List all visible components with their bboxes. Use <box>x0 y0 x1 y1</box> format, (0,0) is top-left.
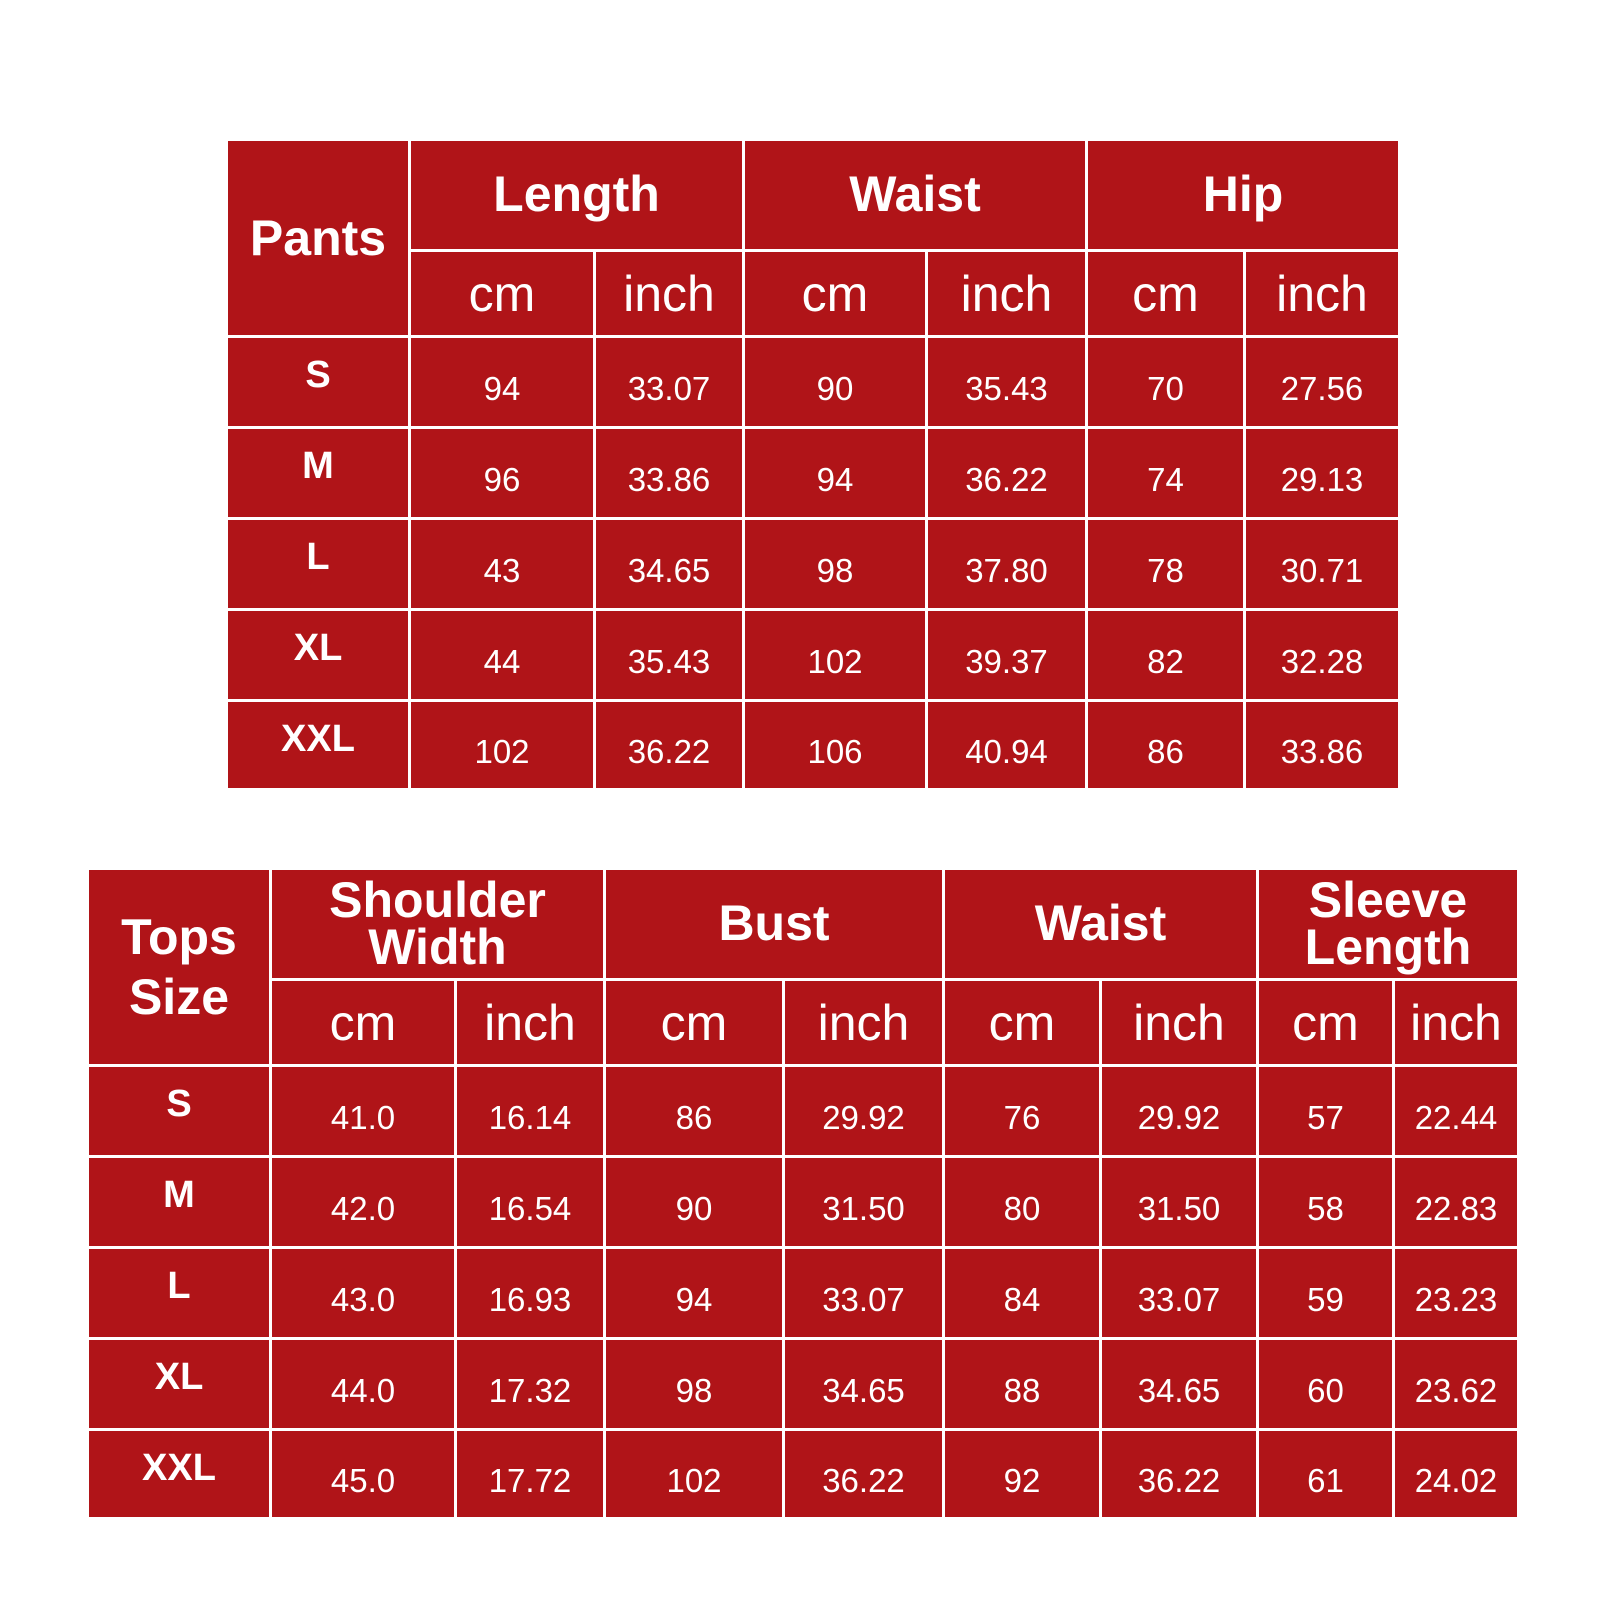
tops-unit-header: cm <box>945 981 1099 1064</box>
pants-size-table <box>228 141 1397 795</box>
tops-value-cell: 43.0 <box>272 1249 454 1337</box>
tops-unit-header: inch <box>785 981 942 1064</box>
tops-value-cell: 102 <box>606 1431 782 1517</box>
pants-value-cell: 30.71 <box>1246 520 1398 608</box>
pants-value-cell: 33.07 <box>596 338 742 426</box>
tops-value-cell: 61 <box>1259 1431 1392 1517</box>
pants-value-cell: 70 <box>1088 338 1243 426</box>
tops-value-cell: 24.02 <box>1395 1431 1517 1517</box>
tops-value-cell: 59 <box>1259 1249 1392 1337</box>
pants-value-cell: 96 <box>411 429 593 517</box>
tops-value-cell: 31.50 <box>1102 1158 1256 1246</box>
tops-value-cell: 41.0 <box>272 1067 454 1155</box>
pants-value-cell: 27.56 <box>1246 338 1398 426</box>
pants-value-cell: 94 <box>411 338 593 426</box>
tops-value-cell: 17.72 <box>457 1431 603 1517</box>
pants-size-label: XXL <box>228 702 408 788</box>
tops-value-cell: 92 <box>945 1431 1099 1517</box>
pants-value-cell: 35.43 <box>928 338 1085 426</box>
tops-value-cell: 22.44 <box>1395 1067 1517 1155</box>
pants-value-cell: 33.86 <box>596 429 742 517</box>
tops-size-label: L <box>89 1249 269 1337</box>
tops-value-cell: 86 <box>606 1067 782 1155</box>
pants-value-cell: 37.80 <box>928 520 1085 608</box>
tops-value-cell: 42.0 <box>272 1158 454 1246</box>
tops-value-cell: 29.92 <box>1102 1067 1256 1155</box>
pants-value-cell: 106 <box>745 702 925 788</box>
pants-size-label: XL <box>228 611 408 699</box>
pants-value-cell: 32.28 <box>1246 611 1398 699</box>
tops-value-cell: 34.65 <box>1102 1340 1256 1428</box>
tops-value-cell: 31.50 <box>785 1158 942 1246</box>
tops-value-cell: 60 <box>1259 1340 1392 1428</box>
tops-value-cell: 16.93 <box>457 1249 603 1337</box>
pants-unit-header: cm <box>745 252 925 335</box>
pants-value-cell: 82 <box>1088 611 1243 699</box>
tops-value-cell: 57 <box>1259 1067 1392 1155</box>
pants-unit-header: inch <box>1246 252 1398 335</box>
tops-group-header: Sleeve Length <box>1259 870 1517 978</box>
pants-value-cell: 35.43 <box>596 611 742 699</box>
tops-value-cell: 23.23 <box>1395 1249 1517 1337</box>
pants-group-header: Length <box>411 141 742 249</box>
tops-unit-header: cm <box>1259 981 1392 1064</box>
pants-value-cell: 34.65 <box>596 520 742 608</box>
pants-unit-header: cm <box>411 252 593 335</box>
tops-value-cell: 90 <box>606 1158 782 1246</box>
tops-value-cell: 33.07 <box>1102 1249 1256 1337</box>
tops-value-cell: 22.83 <box>1395 1158 1517 1246</box>
pants-value-cell: 40.94 <box>928 702 1085 788</box>
pants-unit-header: inch <box>596 252 742 335</box>
tops-corner-header: Tops Size <box>89 870 269 1064</box>
tops-value-cell: 44.0 <box>272 1340 454 1428</box>
tops-unit-header: inch <box>1102 981 1256 1064</box>
tops-value-cell: 16.54 <box>457 1158 603 1246</box>
tops-unit-header: inch <box>457 981 603 1064</box>
tops-size-label: S <box>89 1067 269 1155</box>
pants-value-cell: 98 <box>745 520 925 608</box>
pants-value-cell: 102 <box>411 702 593 788</box>
pants-value-cell: 36.22 <box>596 702 742 788</box>
pants-value-cell: 39.37 <box>928 611 1085 699</box>
tops-value-cell: 58 <box>1259 1158 1392 1246</box>
tops-value-cell: 29.92 <box>785 1067 942 1155</box>
pants-value-cell: 43 <box>411 520 593 608</box>
pants-size-label: S <box>228 338 408 426</box>
pants-value-cell: 102 <box>745 611 925 699</box>
pants-group-header: Waist <box>745 141 1085 249</box>
tops-value-cell: 98 <box>606 1340 782 1428</box>
tops-value-cell: 80 <box>945 1158 1099 1246</box>
tops-value-cell: 45.0 <box>272 1431 454 1517</box>
pants-value-cell: 90 <box>745 338 925 426</box>
tops-value-cell: 17.32 <box>457 1340 603 1428</box>
tops-group-header: Shoulder Width <box>272 870 603 978</box>
pants-value-cell: 74 <box>1088 429 1243 517</box>
pants-unit-header: cm <box>1088 252 1243 335</box>
tops-size-label: XL <box>89 1340 269 1428</box>
pants-value-cell: 86 <box>1088 702 1243 788</box>
tops-size-label: M <box>89 1158 269 1246</box>
tops-value-cell: 34.65 <box>785 1340 942 1428</box>
tops-value-cell: 33.07 <box>785 1249 942 1337</box>
pants-size-label: M <box>228 429 408 517</box>
tops-unit-header: inch <box>1395 981 1517 1064</box>
tops-value-cell: 94 <box>606 1249 782 1337</box>
tops-unit-header: cm <box>272 981 454 1064</box>
pants-value-cell: 94 <box>745 429 925 517</box>
pants-size-label: L <box>228 520 408 608</box>
tops-unit-header: cm <box>606 981 782 1064</box>
pants-unit-header: inch <box>928 252 1085 335</box>
tops-value-cell: 88 <box>945 1340 1099 1428</box>
pants-corner-header: Pants <box>228 141 408 335</box>
pants-group-header: Hip <box>1088 141 1398 249</box>
tops-group-header: Bust <box>606 870 942 978</box>
pants-value-cell: 29.13 <box>1246 429 1398 517</box>
pants-value-cell: 33.86 <box>1246 702 1398 788</box>
tops-size-label: XXL <box>89 1431 269 1517</box>
tops-size-table <box>89 870 1517 1524</box>
tops-group-header: Waist <box>945 870 1256 978</box>
tops-value-cell: 84 <box>945 1249 1099 1337</box>
tops-value-cell: 16.14 <box>457 1067 603 1155</box>
tops-value-cell: 23.62 <box>1395 1340 1517 1428</box>
tops-value-cell: 36.22 <box>785 1431 942 1517</box>
pants-value-cell: 36.22 <box>928 429 1085 517</box>
pants-value-cell: 44 <box>411 611 593 699</box>
tops-value-cell: 76 <box>945 1067 1099 1155</box>
pants-value-cell: 78 <box>1088 520 1243 608</box>
tops-value-cell: 36.22 <box>1102 1431 1256 1517</box>
